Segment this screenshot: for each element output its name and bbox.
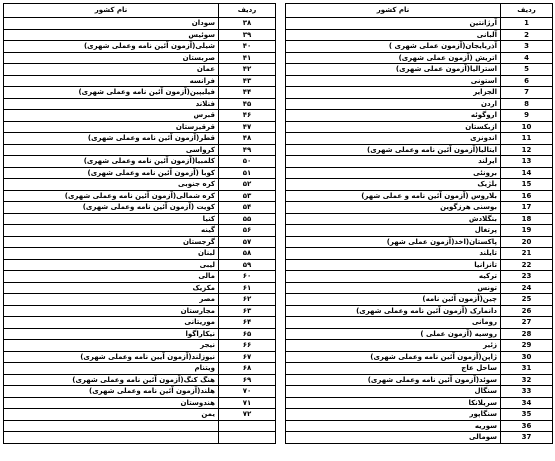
- table-row: [4, 213, 276, 225]
- row-number: 26: [501, 305, 553, 317]
- country-name: سودان: [4, 18, 219, 30]
- table-row: [286, 409, 553, 421]
- row-number: ۷۲: [219, 409, 276, 421]
- row-number: 34: [501, 397, 553, 409]
- country-name: کره شمالی(آزمون آئین نامه وعملی شهری): [4, 190, 219, 202]
- table-row: [4, 409, 276, 421]
- table-row: [286, 64, 553, 76]
- row-number: ۵۷: [219, 236, 276, 248]
- table-row: [286, 75, 553, 87]
- row-number: 14: [501, 167, 553, 179]
- table-row: [286, 98, 553, 110]
- table-header-row: [286, 4, 553, 18]
- table-row: [286, 248, 553, 260]
- country-name: استونی: [286, 75, 501, 87]
- row-number: ۳۹: [219, 29, 276, 41]
- country-name: تانزانیا: [286, 259, 501, 271]
- row-number: 6: [501, 75, 553, 87]
- table-row: [4, 133, 276, 145]
- row-number: ۵۹: [219, 259, 276, 271]
- row-number: 3: [501, 41, 553, 53]
- table-row: [286, 340, 553, 352]
- row-number: 9: [501, 110, 553, 122]
- row-number: 4: [501, 52, 553, 64]
- row-number: ۶۵: [219, 328, 276, 340]
- country-name: آلبانی: [286, 29, 501, 41]
- country-name: روسیه (آزمون عملی ): [286, 328, 501, 340]
- country-name: کوبا (آزمون آئین نامه وعملی شهری): [4, 167, 219, 179]
- row-number: 16: [501, 190, 553, 202]
- row-number: ۶۰: [219, 271, 276, 283]
- country-name: ازبکستان: [286, 121, 501, 133]
- table-row: [4, 29, 276, 41]
- country-name: سوئد(آزمون آئین نامه وعملی شهری): [286, 374, 501, 386]
- row-number: 11: [501, 133, 553, 145]
- row-number: ۴۸: [219, 133, 276, 145]
- country-name: پرتغال: [286, 225, 501, 237]
- country-name: کویت (آزمون آئین نامه وعملی شهری): [4, 202, 219, 214]
- country-name: زئیر: [286, 340, 501, 352]
- table-row: [286, 121, 553, 133]
- country-name: کلمبیا(آزمون آئین نامه وعملی شهری): [4, 156, 219, 168]
- country-name: هندوستان: [4, 397, 219, 409]
- table-row: [286, 328, 553, 340]
- row-number: ۵۴: [219, 202, 276, 214]
- table-row: [286, 29, 553, 41]
- country-name: اندونزی: [286, 133, 501, 145]
- country-name: تایلند: [286, 248, 501, 260]
- row-number: 35: [501, 409, 553, 421]
- country-name: نیوزلند(آزمون آیین نامه وعملی شهری): [4, 351, 219, 363]
- country-name: رومانی: [286, 317, 501, 329]
- country-name: گینه: [4, 225, 219, 237]
- table-body: [286, 18, 553, 444]
- country-name: دانمارک (آزمون آئین نامه وعملی شهری): [286, 305, 501, 317]
- row-number: ۶۳: [219, 305, 276, 317]
- country-table-left: [3, 3, 276, 444]
- row-number: 23: [501, 271, 553, 283]
- country-name: سریلانکا: [286, 397, 501, 409]
- row-number: 32: [501, 374, 553, 386]
- table-row: [286, 202, 553, 214]
- country-name: سوئیس: [4, 29, 219, 41]
- table-row: [4, 294, 276, 306]
- row-number: 18: [501, 213, 553, 225]
- country-name: لبنان: [4, 248, 219, 260]
- row-number: 17: [501, 202, 553, 214]
- table-row: [286, 144, 553, 156]
- table-row: [4, 420, 276, 432]
- row-number: 15: [501, 179, 553, 191]
- table-row: [4, 190, 276, 202]
- row-number: 37: [501, 432, 553, 444]
- table-row: [286, 52, 553, 64]
- table-row: [286, 420, 553, 432]
- row-number: ۶۸: [219, 363, 276, 375]
- country-name: مکزیک: [4, 282, 219, 294]
- country-name: ژاپن(آزمون آئین نامه وعملی شهری): [286, 351, 501, 363]
- row-number: 31: [501, 363, 553, 375]
- table-row: [4, 271, 276, 283]
- country-name: فیلیپین(آزمون آئین نامه وعملی شهری): [4, 87, 219, 99]
- table-row: [4, 248, 276, 260]
- row-number: ۴۳: [219, 75, 276, 87]
- row-number: ۵۶: [219, 225, 276, 237]
- table-row: [4, 236, 276, 248]
- country-name: موریتانی: [4, 317, 219, 329]
- row-number: ۶۶: [219, 340, 276, 352]
- table-row: [286, 18, 553, 30]
- row-number: 33: [501, 386, 553, 398]
- table-row: [4, 18, 276, 30]
- country-name: سنگاپور: [286, 409, 501, 421]
- table-row: [286, 179, 553, 191]
- country-name: نیکاراگوا: [4, 328, 219, 340]
- country-name: بلاروس (آزمون آئین نامه و عملی شهر): [286, 190, 501, 202]
- table-row: [4, 167, 276, 179]
- table-row: [286, 397, 553, 409]
- row-number: ۶۹: [219, 374, 276, 386]
- country-name: برونئی: [286, 167, 501, 179]
- row-number: ۶۱: [219, 282, 276, 294]
- country-name: آذربایجان(آزمون عملی شهری ): [286, 41, 501, 53]
- row-number: ۶۴: [219, 317, 276, 329]
- table-row: [4, 363, 276, 375]
- country-name: بنگلادش: [286, 213, 501, 225]
- country-table-right: [285, 3, 553, 444]
- table-row: [286, 213, 553, 225]
- row-number: ۴۲: [219, 64, 276, 76]
- header-country: نام کشور: [286, 4, 501, 18]
- country-name: فرانسه: [4, 75, 219, 87]
- country-name: قبرس: [4, 110, 219, 122]
- table-row: [4, 397, 276, 409]
- table-body: [4, 18, 276, 444]
- table-row: [286, 225, 553, 237]
- table-row: [4, 432, 276, 444]
- row-number: 22: [501, 259, 553, 271]
- table-row: [286, 351, 553, 363]
- country-name: قطر(آزمون آئین نامه وعملی شهری): [4, 133, 219, 145]
- table-row: [4, 317, 276, 329]
- table-row: [286, 374, 553, 386]
- row-number: 20: [501, 236, 553, 248]
- country-name: لیبی: [4, 259, 219, 271]
- table-row: [4, 156, 276, 168]
- country-name: پاکستان(اخذ(آزمون عملی شهر): [286, 236, 501, 248]
- country-name: عمان: [4, 64, 219, 76]
- country-name: مصر: [4, 294, 219, 306]
- table-row: [4, 52, 276, 64]
- table-row: [286, 87, 553, 99]
- table-row: [4, 41, 276, 53]
- table-row: [4, 386, 276, 398]
- country-name: کنیا: [4, 213, 219, 225]
- country-name: اتریش (آزمون عملی شهری): [286, 52, 501, 64]
- header-country: نام کشور: [4, 4, 219, 18]
- table-row: [4, 374, 276, 386]
- table-row: [4, 98, 276, 110]
- table-row: [286, 282, 553, 294]
- table-row: [4, 282, 276, 294]
- country-name: فنلاند: [4, 98, 219, 110]
- country-name: شیلی(آزمون آئین نامه وعملی شهری): [4, 41, 219, 53]
- row-number: ۷۰: [219, 386, 276, 398]
- header-radif: ردیف: [219, 4, 276, 18]
- table-row: [286, 259, 553, 271]
- country-name: اردن: [286, 98, 501, 110]
- row-number: ۴۱: [219, 52, 276, 64]
- row-number: 13: [501, 156, 553, 168]
- row-number: 27: [501, 317, 553, 329]
- row-number: ۵۱: [219, 167, 276, 179]
- row-number: ۵۵: [219, 213, 276, 225]
- table-row: [286, 41, 553, 53]
- row-number: ۷۱: [219, 397, 276, 409]
- row-number: ۶۲: [219, 294, 276, 306]
- table-row: [286, 363, 553, 375]
- table-row: [4, 144, 276, 156]
- row-number: ۴۵: [219, 98, 276, 110]
- row-number: ۴۹: [219, 144, 276, 156]
- row-number: [219, 420, 276, 432]
- country-name: ویتنام: [4, 363, 219, 375]
- country-name: ایرلند: [286, 156, 501, 168]
- table-row: [4, 351, 276, 363]
- row-number: 8: [501, 98, 553, 110]
- table-row: [286, 236, 553, 248]
- country-name: هلند(آزمون آئین نامه وعملی شهری): [4, 386, 219, 398]
- table-row: [286, 432, 553, 444]
- row-number: ۵۸: [219, 248, 276, 260]
- table-row: [4, 110, 276, 122]
- table-row: [286, 271, 553, 283]
- country-name: ساحل عاج: [286, 363, 501, 375]
- country-name: کره جنوبی: [4, 179, 219, 191]
- row-number: 28: [501, 328, 553, 340]
- country-name: هنگ کنگ(آزمون آئین نامه وعملی شهری): [4, 374, 219, 386]
- country-name: کرواسی: [4, 144, 219, 156]
- row-number: ۵۰: [219, 156, 276, 168]
- row-number: 36: [501, 420, 553, 432]
- country-name: مالی: [4, 271, 219, 283]
- country-name: نیجر: [4, 340, 219, 352]
- country-name: [4, 432, 219, 444]
- table-row: [286, 156, 553, 168]
- row-number: ۵۲: [219, 179, 276, 191]
- table-row: [4, 305, 276, 317]
- country-name: بلژیک: [286, 179, 501, 191]
- table-row: [4, 225, 276, 237]
- header-radif: ردیف: [501, 4, 553, 18]
- country-name: ترکیه: [286, 271, 501, 283]
- row-number: 25: [501, 294, 553, 306]
- row-number: ۳۸: [219, 18, 276, 30]
- country-name: سومالی: [286, 432, 501, 444]
- table-row: [4, 328, 276, 340]
- row-number: [219, 432, 276, 444]
- row-number: 1: [501, 18, 553, 30]
- country-name: قرقیزستان: [4, 121, 219, 133]
- table-row: [286, 305, 553, 317]
- table-row: [4, 340, 276, 352]
- row-number: ۴۶: [219, 110, 276, 122]
- table-row: [4, 75, 276, 87]
- row-number: 21: [501, 248, 553, 260]
- country-name: یمن: [4, 409, 219, 421]
- table-row: [286, 133, 553, 145]
- row-number: 29: [501, 340, 553, 352]
- row-number: 30: [501, 351, 553, 363]
- row-number: 24: [501, 282, 553, 294]
- row-number: 19: [501, 225, 553, 237]
- country-name: صربستان: [4, 52, 219, 64]
- country-name: ایتالیا(آزمون آئین نامه وعملی شهری): [286, 144, 501, 156]
- row-number: 10: [501, 121, 553, 133]
- table-row: [286, 110, 553, 122]
- table-row: [286, 386, 553, 398]
- table-row: [286, 167, 553, 179]
- country-name: بوسنی هرزگوین: [286, 202, 501, 214]
- country-name: سنگال: [286, 386, 501, 398]
- country-name: الجزایر: [286, 87, 501, 99]
- table-row: [4, 64, 276, 76]
- row-number: ۶۷: [219, 351, 276, 363]
- country-name: اروگوئه: [286, 110, 501, 122]
- country-name: تونس: [286, 282, 501, 294]
- country-name: چین(آزمون آئین نامه): [286, 294, 501, 306]
- country-name: مجارستان: [4, 305, 219, 317]
- row-number: ۵۳: [219, 190, 276, 202]
- row-number: 2: [501, 29, 553, 41]
- country-name: آرژانتین: [286, 18, 501, 30]
- row-number: ۴۷: [219, 121, 276, 133]
- table-row: [4, 202, 276, 214]
- table-header-row: [4, 4, 276, 18]
- row-number: 5: [501, 64, 553, 76]
- row-number: 12: [501, 144, 553, 156]
- table-row: [4, 259, 276, 271]
- row-number: ۴۰: [219, 41, 276, 53]
- table-row: [4, 87, 276, 99]
- country-name: [4, 420, 219, 432]
- country-name: گرجستان: [4, 236, 219, 248]
- table-row: [286, 294, 553, 306]
- table-row: [286, 317, 553, 329]
- table-row: [4, 121, 276, 133]
- table-row: [4, 179, 276, 191]
- row-number: ۴۴: [219, 87, 276, 99]
- country-name: استرالیا(آزمون عملی شهری): [286, 64, 501, 76]
- table-row: [286, 190, 553, 202]
- country-name: سوریه: [286, 420, 501, 432]
- row-number: 7: [501, 87, 553, 99]
